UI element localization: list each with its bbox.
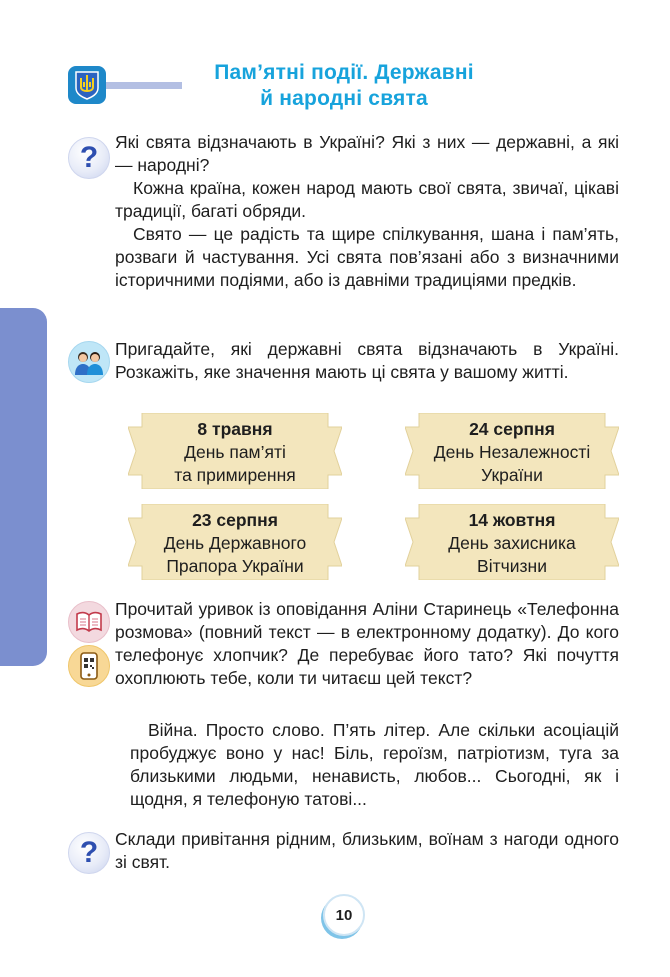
reading-book-icon bbox=[68, 601, 110, 643]
title-accent-bar bbox=[106, 82, 182, 89]
holiday-plaque bbox=[405, 504, 619, 580]
story-excerpt-text: Війна. Просто слово. П’ять літер. Але скільки асоціацій пробуджує воно у нас! Біль, героїзм, патріотизм, туга за близькими людьми, ненависть, любов... Сьогодні, як і щодня, я телефоную татові... bbox=[130, 720, 619, 809]
question-icon bbox=[68, 832, 110, 874]
holidays-task-text: Пригадайте, які державні свята відзначають в Україні. Розкажіть, яке значення мають ці свята у вашому житті. bbox=[115, 339, 619, 382]
holiday-name-line1: День пам’яті bbox=[184, 442, 286, 462]
holiday-date: 8 травня bbox=[197, 419, 273, 439]
holiday-plaque bbox=[405, 413, 619, 489]
pair-work-icon bbox=[68, 341, 110, 383]
qr-code-phone-icon bbox=[68, 645, 110, 687]
holiday-date: 24 серпня bbox=[469, 419, 555, 439]
holiday-name-line2: Прапора України bbox=[166, 556, 304, 576]
page-number-text: 10 bbox=[335, 906, 353, 924]
section-reading-task bbox=[115, 598, 619, 690]
intro-paragraph-1: Кожна країна, кожен народ мають свої свята, звичаї, цікаві традиції, багаті обряди. bbox=[115, 178, 619, 221]
holiday-date: 23 серпня bbox=[192, 510, 278, 530]
holiday-name-line1: День Незалежності bbox=[433, 442, 591, 462]
section-greeting-task bbox=[115, 828, 619, 874]
question-icon bbox=[68, 137, 110, 179]
greeting-task-text: Склади привітання рідним, близьким, воїнам з нагоди одного зі свят. bbox=[115, 829, 619, 872]
trident-logo-icon bbox=[68, 66, 106, 104]
holiday-name-line2: Вітчизни bbox=[477, 556, 547, 576]
page-number bbox=[323, 894, 365, 936]
holiday-plaque bbox=[128, 504, 342, 580]
holiday-name-line1: День Державного bbox=[163, 533, 307, 553]
holiday-name-line1: День захисника bbox=[448, 533, 576, 553]
section-intro bbox=[115, 131, 619, 292]
page-title-line2: й народні свята bbox=[260, 87, 428, 110]
page-title-line1: Пам’ятні події. Державні bbox=[214, 61, 474, 84]
intro-paragraph-2: Свято — це радість та щире спілкування, шана і пам’ять, розваги й частування. Усі свята пов’язані або з визначними історичними подіями, або із давніми традиціями предків. bbox=[115, 224, 619, 290]
holiday-plaque bbox=[128, 413, 342, 489]
question-mark: ? bbox=[79, 836, 99, 869]
holiday-name-line2: та примирення bbox=[174, 465, 296, 485]
page-title bbox=[182, 60, 506, 112]
holiday-date: 14 жовтня bbox=[468, 510, 556, 530]
question-mark: ? bbox=[79, 141, 99, 174]
side-tab bbox=[0, 308, 47, 666]
holiday-name-line2: України bbox=[481, 465, 543, 485]
intro-question: Які свята відзначають в Україні? Які з них — державні, а які — народні? bbox=[115, 132, 619, 175]
section-holidays-task bbox=[115, 338, 619, 384]
story-excerpt bbox=[130, 719, 619, 811]
reading-task-text: Прочитай уривок із оповідання Аліни Старинець «Телефонна розмова» (повний текст — в електронному додатку). До кого телефонує хлопчик? Де перебуває його тато? Які почуття охоплюють тебе, коли ти читаєш цей текст? bbox=[115, 599, 619, 688]
